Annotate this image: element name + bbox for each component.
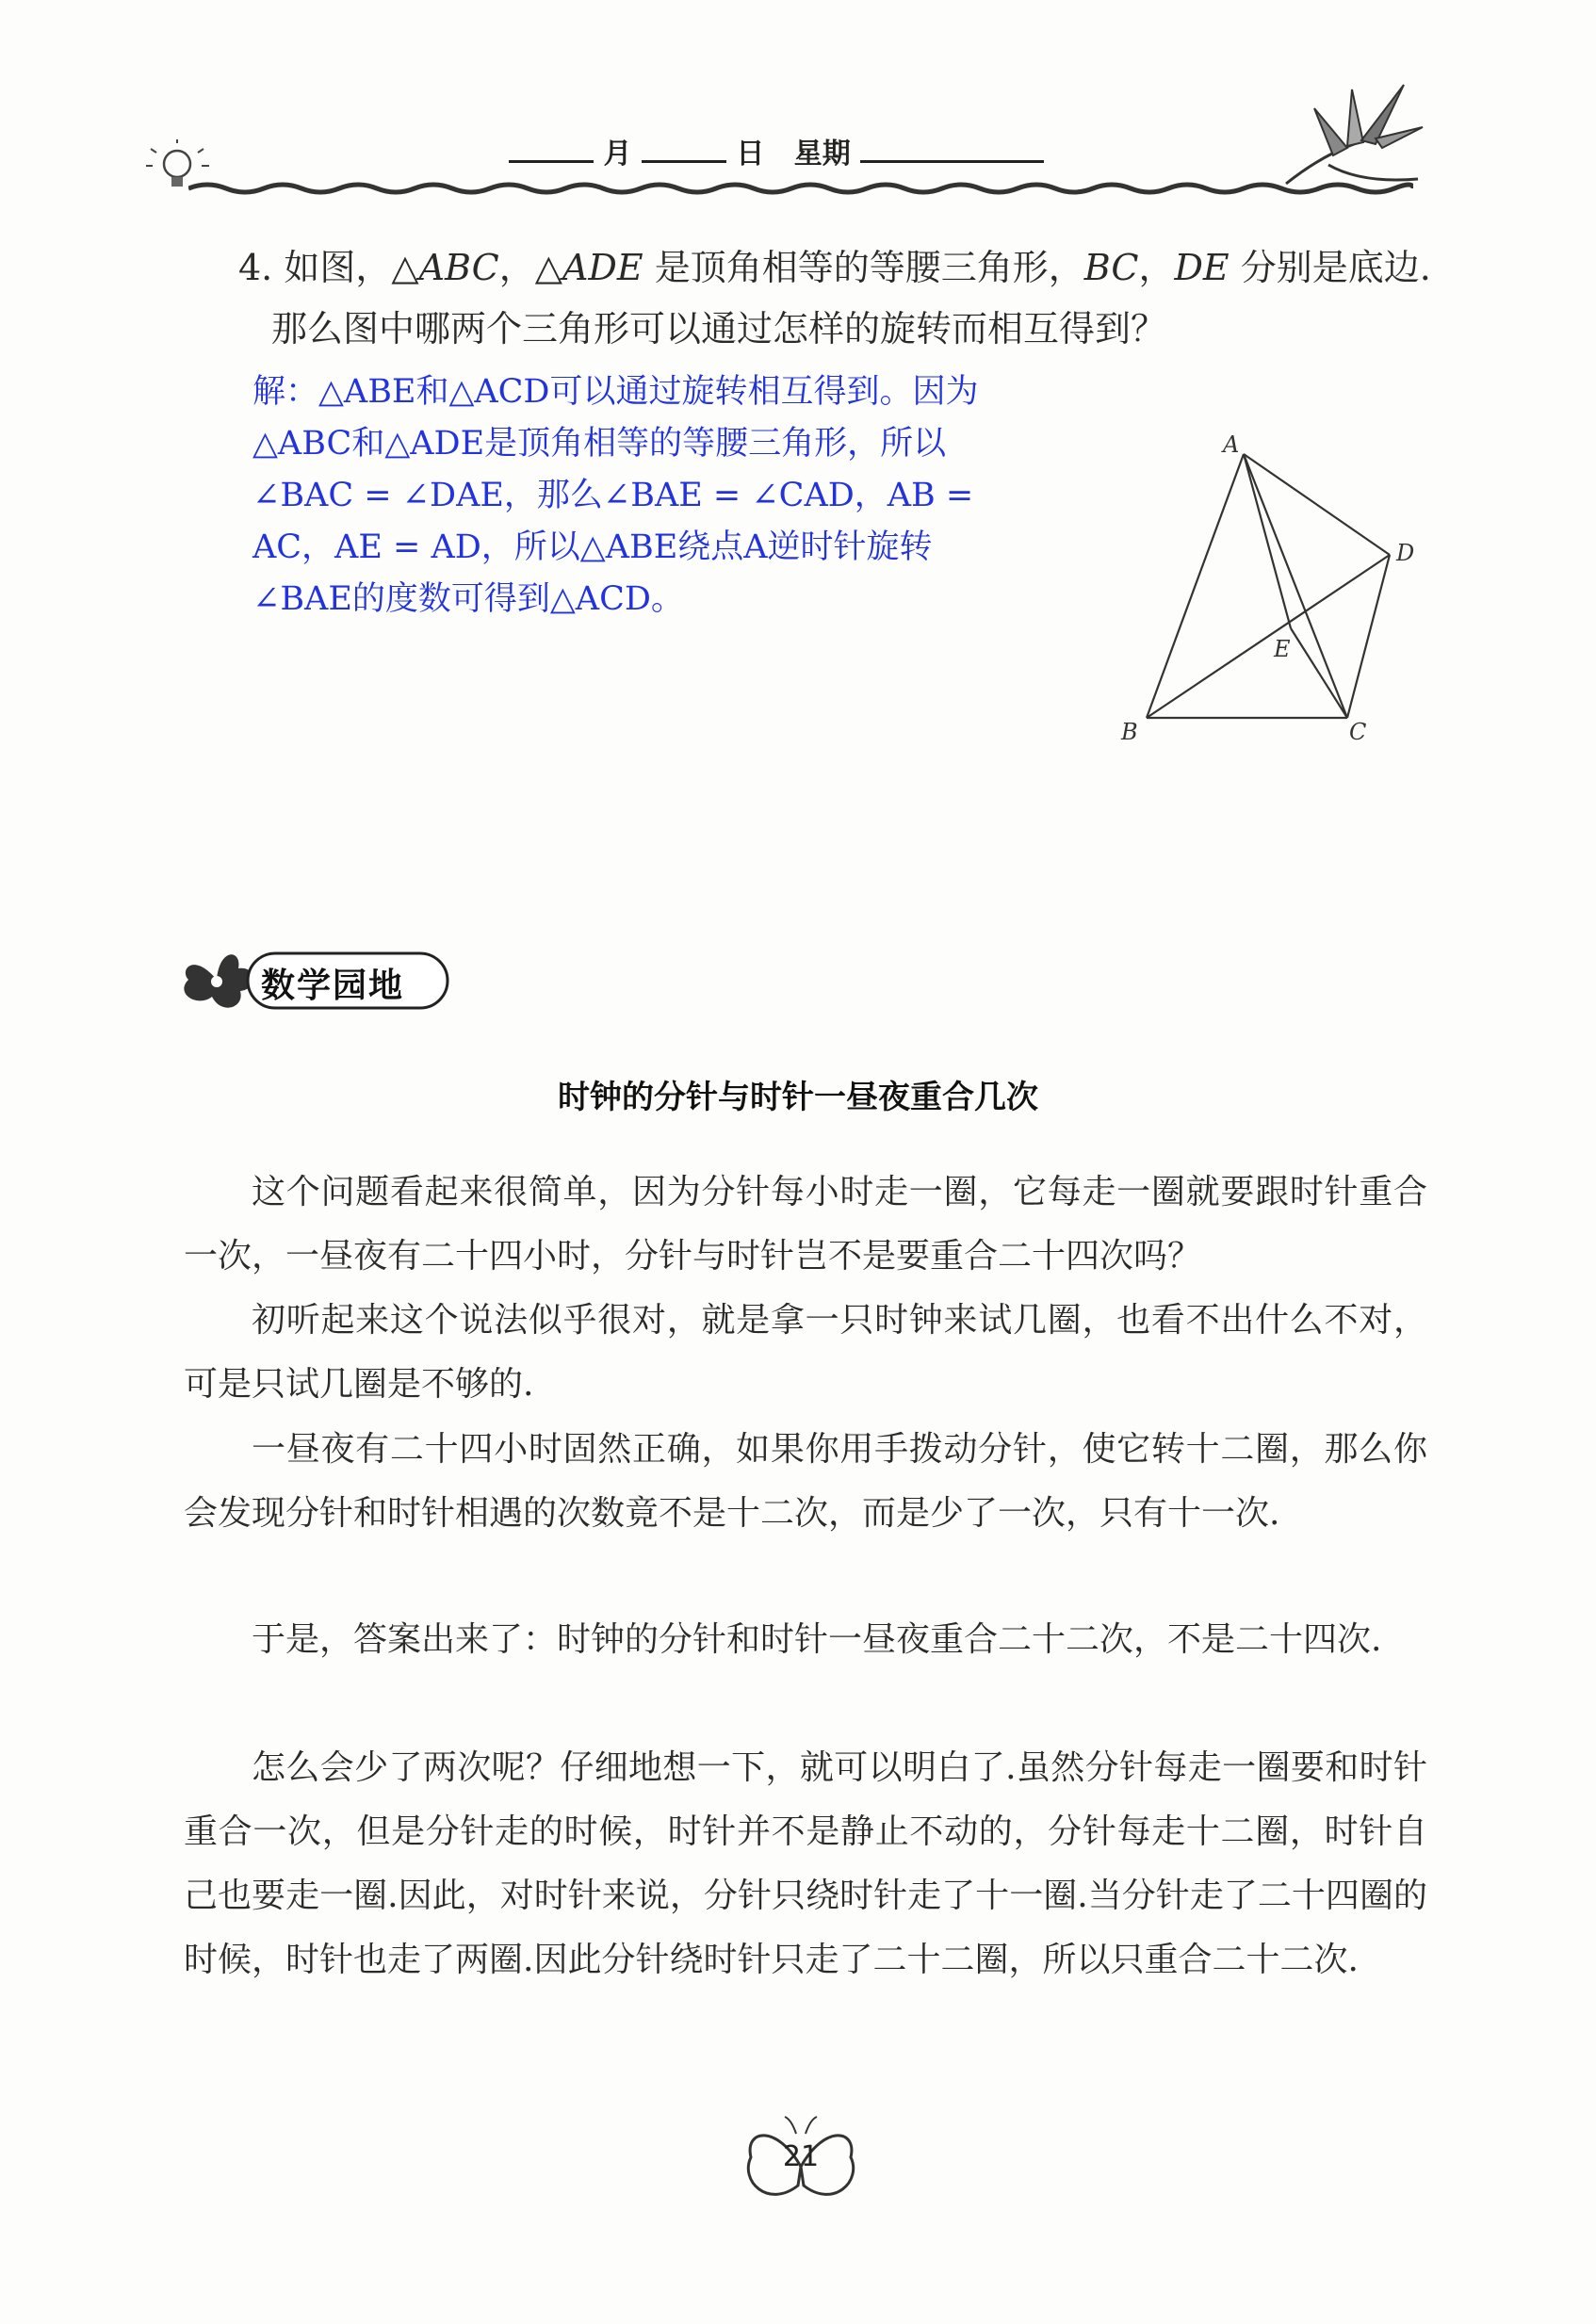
triangle-abc: △ABC: [391, 247, 499, 288]
article-paragraph-5: 怎么会少了两次呢？仔细地想一下，就可以明白了.虽然分针每走一圈要和时针重合一次，但是分针走的时候，时针并不是静止不动的，分针每走十二圈，时针自己也要走一圈.因此，对时针来说，分针只绕时针走了十一圈.当分针走了二十四圈的时候，时针也走了两圈.因此分针绕时针只走了二十二圈，所以只重合二十二次.: [184, 1748, 1427, 1979]
article-paragraph-3: 一昼夜有二十四小时固然正确，如果你用手拨动分针，使它转十二圈，那么你会发现分针和时针相遇的次数竟不是十二次，而是少了一次，只有十一次.: [184, 1430, 1427, 1533]
solution-line-5: ∠BAE的度数可得到△ACD。: [252, 580, 684, 618]
solution-line-4: AC，AE = AD，所以△ABE绕点A逆时针旋转: [252, 528, 933, 566]
article-paragraph-4: 于是，答案出来了：时钟的分针和时针一昼夜重合二十二次，不是二十四次.: [252, 1620, 1382, 1659]
page-number: 21: [782, 2140, 820, 2173]
question-text: 是顶角相等的等腰三角形，: [643, 247, 1084, 288]
label-c: C: [1349, 719, 1367, 745]
segment-ec: [1291, 628, 1347, 718]
day-label: 日: [736, 138, 765, 171]
segment-de: DE: [1174, 247, 1230, 288]
label-d: D: [1396, 540, 1415, 566]
article-paragraph-1: 这个问题看起来很简单，因为分针每小时走一圈，它每走一圈就要跟时针重合一次，一昼夜有二十四小时，分针与时针岂不是要重合二十四次吗？: [184, 1173, 1427, 1276]
section-title: 数学园地: [261, 967, 405, 1005]
header-wavy-rule: [188, 181, 1413, 196]
article-paragraph-2: 初听起来这个说法似乎很对，就是拿一只时钟来试几圈，也看不出什么不对，可是只试几圈是不够的.: [184, 1301, 1427, 1404]
month-blank[interactable]: [509, 136, 594, 163]
question-text: 分别是底边.: [1229, 247, 1431, 288]
question-4-line-2: 那么图中哪两个三角形可以通过怎样的旋转而相互得到？: [271, 308, 1167, 349]
solution-line-2: △ABC和△ADE是顶角相等的等腰三角形，所以: [252, 425, 947, 463]
solution-line-1: 解：△ABE和△ACD可以通过旋转相互得到。因为: [252, 373, 979, 411]
day-blank[interactable]: [642, 136, 726, 163]
triangle-figure: [1112, 429, 1441, 754]
segment-ad: [1244, 454, 1390, 555]
triangle-ade: △ADE: [534, 247, 643, 288]
question-text: 如图，: [284, 247, 392, 288]
segment-ac: [1244, 454, 1347, 718]
question-text: ，: [1138, 247, 1175, 288]
question-4-line-1: [238, 238, 1431, 290]
header-date-line: [509, 130, 1044, 171]
segment-ab: [1147, 454, 1244, 718]
label-a: A: [1223, 431, 1240, 458]
month-label: 月: [603, 138, 632, 171]
solution-line-3: ∠BAC = ∠DAE，那么∠BAE = ∠CAD，AB =: [252, 477, 974, 514]
weekday-label: 星期: [793, 138, 851, 171]
weekday-blank[interactable]: [860, 136, 1044, 163]
bird-of-paradise-flower-icon: [1277, 80, 1427, 198]
segment-ae: [1244, 454, 1291, 628]
article-title: 时钟的分针与时针一昼夜重合几次: [558, 1079, 1038, 1116]
label-e: E: [1274, 636, 1291, 662]
question-number: 4.: [238, 247, 273, 288]
label-b: B: [1121, 719, 1138, 745]
question-text: ，: [498, 247, 535, 288]
segment-bc: BC: [1083, 247, 1139, 288]
